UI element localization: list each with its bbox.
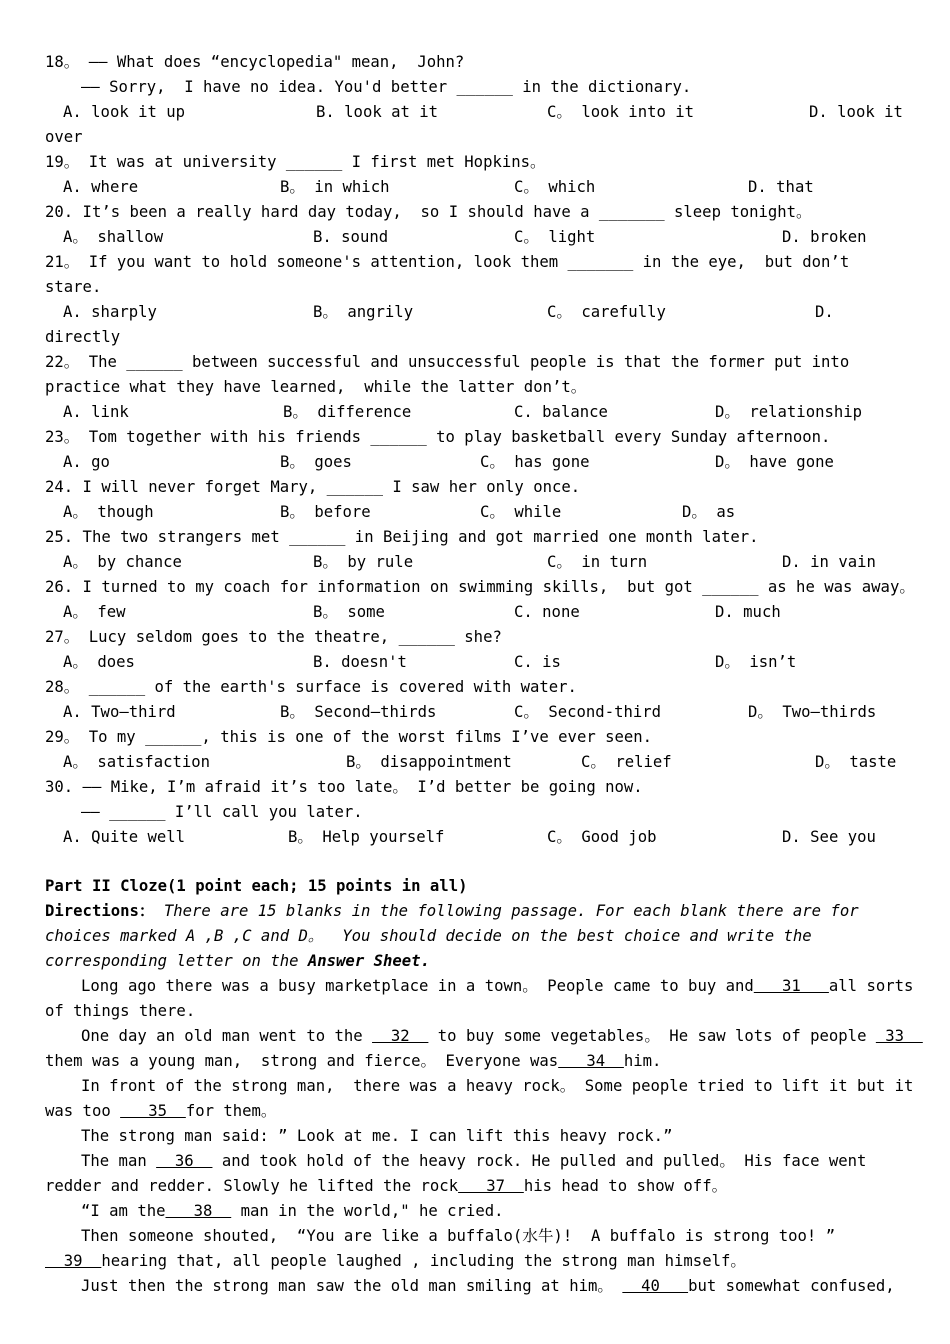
q18-option-d: D. look it [809,103,903,121]
q26-option-b: B。 some [313,603,385,621]
question-18-response: —— Sorry, I have no idea. You'd better ______ in the dictionary. [81,78,692,96]
question-23-stem: 23。 Tom together with his friends ______ to play basketball every Sunday afternoon. [45,428,831,446]
q30-option-a: A. Quite well [63,828,186,846]
q23-option-b: B。 goes [280,453,352,471]
passage-text: The man [81,1152,157,1170]
q26-option-c: C. none [514,603,580,621]
passage-p1-line2: of things there. [45,1002,196,1020]
q28-option-c: C。 Second-third [514,703,662,721]
q19-option-a: A. where [63,178,139,196]
q20-option-b: B. sound [313,228,389,246]
directions-label: Directions： [45,902,155,920]
q24-option-c: C。 while [480,503,562,521]
passage-text: hearing that, all people laughed , including the strong man himself。 [101,1252,746,1270]
passage-p3-line2 [45,1101,277,1121]
q23-option-c: C。 has gone [480,453,590,471]
passage-text: was too [45,1102,121,1120]
q28-option-d: D。 Two—thirds [748,703,877,721]
q21-option-a: A. sharply [63,303,157,321]
question-20-stem: 20. It’s been a really hard day today, so I should have a _______ sleep tonight。 [45,203,812,221]
q18-option-d-wrap: over [45,128,83,146]
passage-text: man in the world," he cried. [231,1202,504,1220]
q28-option-a: A. Two—third [63,703,176,721]
question-19-stem: 19。 It was at university ______ I first met Hopkins。 [45,153,546,171]
q18-option-c: C。 look into it [547,103,695,121]
q19-option-b: B。 in which [280,178,390,196]
q19-option-c: C。 which [514,178,596,196]
passage-text: Long ago there was a busy marketplace in a town。 People came to buy and [81,977,754,995]
directions-line-2: choices marked A ,B ,C and D。 You should decide on the best choice and write the [45,927,812,945]
blank-39: 39 [45,1252,102,1270]
passage-text: for them。 [185,1102,277,1120]
passage-p8-line1 [81,1276,895,1296]
q22-option-b: B。 difference [283,403,412,421]
blank-38: 38 [165,1202,232,1220]
q22-option-a: A. link [63,403,129,421]
q21-option-c: C。 carefully [547,303,666,321]
passage-text: them was a young man, strong and fierce。 Everyone was [45,1052,559,1070]
q30-option-b: B。 Help yourself [288,828,445,846]
passage-p7-line1: Then someone shouted, “You are like a buffalo(水牛)! A buffalo is strong too! ” [81,1227,836,1245]
q28-option-b: B。 Second—thirds [280,703,437,721]
question-24-stem: 24. I will never forget Mary, ______ I saw her only once. [45,478,581,496]
passage-p7-line2 [45,1251,746,1271]
q29-option-a: A。 satisfaction [63,753,211,771]
passage-p4: The strong man said: ” Look at me. I can lift this heavy rock.” [81,1127,673,1145]
q29-option-c: C。 relief [581,753,672,771]
question-22-stem: 22。 The ______ between successful and unsuccessful people is that the former put into [45,353,850,371]
question-18-stem: 18。 —— What does “encyclopedia" mean, John? [45,53,465,71]
passage-p5-line1 [81,1151,866,1171]
q30-option-d: D. See you [782,828,876,846]
q29-option-b: B。 disappointment [346,753,512,771]
q29-option-d: D。 taste [815,753,897,771]
q19-option-d: D. that [748,178,814,196]
question-30-stem: 30. —— Mike, I’m afraid it’s too late。 I’d better be going now. [45,778,643,796]
q27-option-d: D。 isn’t [715,653,797,671]
q18-option-a: A. look it up [63,103,186,121]
q21-option-d-wrap: directly [45,328,121,346]
blank-34: 34 [558,1052,624,1070]
q23-option-d: D。 have gone [715,453,834,471]
q26-option-d: D. much [715,603,781,621]
blank-36: 36 [156,1152,213,1170]
directions-text-1: There are 15 blanks in the following passage. For each blank there are for [154,902,859,920]
passage-p5-line2 [45,1176,727,1196]
question-22-stem-wrap: practice what they have learned, while the latter don’t。 [45,378,587,396]
q30-option-c: C。 Good job [547,828,657,846]
blank-32: 32 [372,1027,429,1045]
passage-p2-line2 [45,1051,661,1071]
directions-text-3: corresponding letter on the [45,952,308,970]
q24-option-d: D。 as [682,503,736,521]
q22-option-d: D。 relationship [715,403,863,421]
q24-option-b: B。 before [280,503,371,521]
passage-text: him. [623,1052,662,1070]
question-21-stem-wrap: stare. [45,278,102,296]
question-25-stem: 25. The two strangers met ______ in Beijing and got married one month later. [45,528,759,546]
question-28-stem: 28。 ______ of the earth's surface is covered with water. [45,678,577,696]
passage-text: and took hold of the heavy rock. He pulled and pulled。 His face went [212,1152,867,1170]
q27-option-a: A。 does [63,653,135,671]
question-21-stem: 21。 If you want to hold someone's attention, look them _______ in the eye, but don’t [45,253,850,271]
question-26-stem: 26. I turned to my coach for information on swimming skills, but got ______ as he was away。 [45,578,915,596]
q23-option-a: A. go [63,453,110,471]
part2-heading: Part II Cloze(1 point each; 15 points in all) [45,877,468,895]
q25-option-a: A。 by chance [63,553,182,571]
q18-option-b: B. look at it [316,103,439,121]
passage-text: all sorts [828,977,914,995]
question-29-stem: 29。 To my ______, this is one of the worst films I’ve ever seen. [45,728,653,746]
q20-option-d: D. broken [782,228,867,246]
passage-p6 [81,1201,503,1221]
q26-option-a: A。 few [63,603,126,621]
passage-text: but somewhat confused, [688,1277,895,1295]
q25-option-b: B。 by rule [313,553,414,571]
question-27-stem: 27。 Lucy seldom goes to the theatre, ______ she? [45,628,502,646]
q20-option-c: C。 light [514,228,596,246]
blank-35: 35 [120,1102,186,1120]
q21-option-b: B。 angrily [313,303,414,321]
q27-option-c: C. is [514,653,561,671]
directions-line-3 [45,951,430,971]
passage-text: “I am the [81,1202,166,1220]
q25-option-c: C。 in turn [547,553,648,571]
passage-text: to buy some vegetables。 He saw lots of people [428,1027,876,1045]
q22-option-c: C. balance [514,403,608,421]
passage-text: redder and redder. Slowly he lifted the rock [45,1177,459,1195]
blank-37: 37 [458,1177,524,1195]
passage-text: Just then the strong man saw the old man smiling at him。 [81,1277,623,1295]
q24-option-a: A。 though [63,503,154,521]
directions-line-1 [45,901,859,921]
passage-p2-line1 [81,1026,923,1046]
blank-31: 31 [753,977,829,995]
question-30-response: —— ______ I’ll call you later. [81,803,363,821]
q25-option-d: D. in vain [782,553,876,571]
passage-text: his head to show off。 [523,1177,728,1195]
answer-sheet-label: Answer Sheet. [307,952,430,970]
q27-option-b: B. doesn't [313,653,407,671]
q21-option-d: D. [815,303,834,321]
q20-option-a: A。 shallow [63,228,164,246]
passage-p3-line1: In front of the strong man, there was a heavy rock。 Some people tried to lift it but it [81,1077,914,1095]
passage-text: One day an old man went to the [81,1027,373,1045]
blank-33: 33 [875,1027,923,1045]
blank-40: 40 [622,1277,689,1295]
passage-p1-line1 [81,976,913,996]
